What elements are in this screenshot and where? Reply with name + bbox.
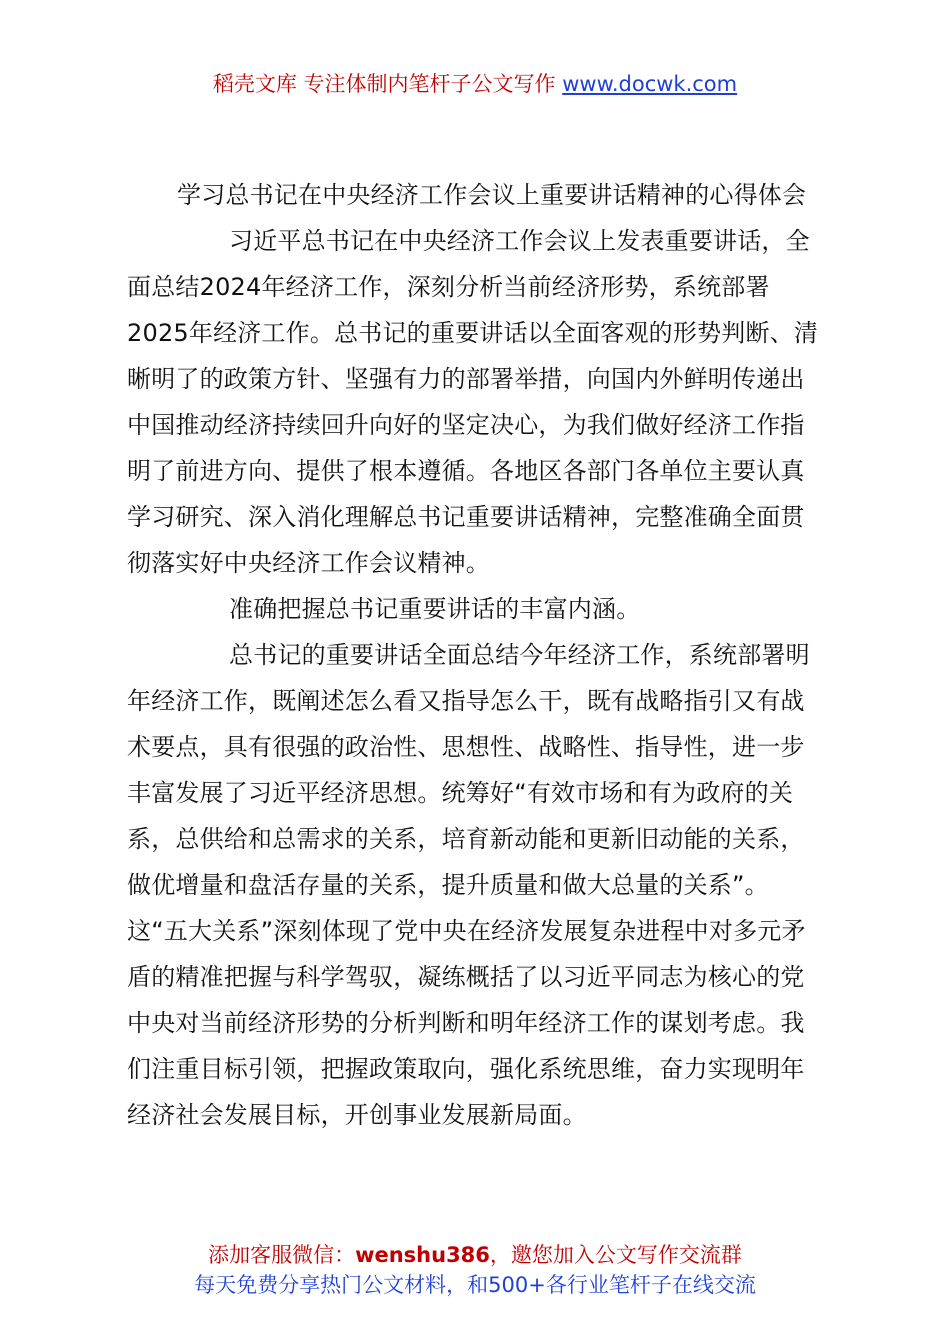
page-footer xyxy=(0,1240,950,1300)
header-brand-text: 稻壳文库 专注体制内笔杆子公文写作 xyxy=(212,72,556,96)
document-title: 学习总书记在中央经济工作会议上重要讲话精神的心得体会 xyxy=(177,181,807,209)
footer-contact-suffix: ，邀您加入公文写作交流群 xyxy=(489,1243,742,1267)
paragraph-body: 总书记的重要讲话全面总结今年经济工作，系统部署明年经济工作，既阐述怎么看又指导怎么干，既有战略指引又有战术要点，具有很强的政治性、思想性、战略性、指导性，进一步丰富发展了习近平经济思想。统筹好“有效市场和有为政府的关系，总供给和总需求的关系，培育新动能和更新旧动能的关系，做优增量和盘活存量的关系，提升质量和做大总量的关系”。这“五大关系”深刻体现了党中央在经济发展复杂进程中对多元矛盾的精准把握与科学驾驭，凝练概括了以习近平同志为核心的党中央对当前经济形势的分析判断和明年经济工作的谋划考虑。我们注重目标引领，把握政策取向，强化系统思维，奋力实现明年经济社会发展目标，开创事业发展新局面。 xyxy=(127,641,810,1129)
document-body xyxy=(127,172,827,1138)
footer-wechat-id: wenshu386 xyxy=(355,1243,490,1267)
page-header xyxy=(0,70,950,98)
section-heading: 准确把握总书记重要讲话的丰富内涵。 xyxy=(229,595,641,623)
paragraph-intro: 习近平总书记在中央经济工作会议上发表重要讲话，全面总结2024年经济工作，深刻分析当前经济形势，系统部署2025年经济工作。总书记的重要讲话以全面客观的形势判断、清晰明了的政策方针、坚强有力的部署举措，向国内外鲜明传递出中国推动经济持续回升向好的坚定决心，为我们做好经济工作指明了前进方向、提供了根本遵循。各地区各部门各单位主要认真学习研究、深入消化理解总书记重要讲话精神，完整准确全面贯彻落实好中央经济工作会议精神。 xyxy=(127,227,819,577)
footer-contact-prefix: 添加客服微信： xyxy=(208,1243,356,1267)
header-url-link[interactable]: www.docwk.com xyxy=(562,72,738,96)
footer-promo-line: 每天免费分享热门公文材料，和500+各行业笔杆子在线交流 xyxy=(194,1273,756,1297)
footer-contact-line xyxy=(0,1240,950,1270)
